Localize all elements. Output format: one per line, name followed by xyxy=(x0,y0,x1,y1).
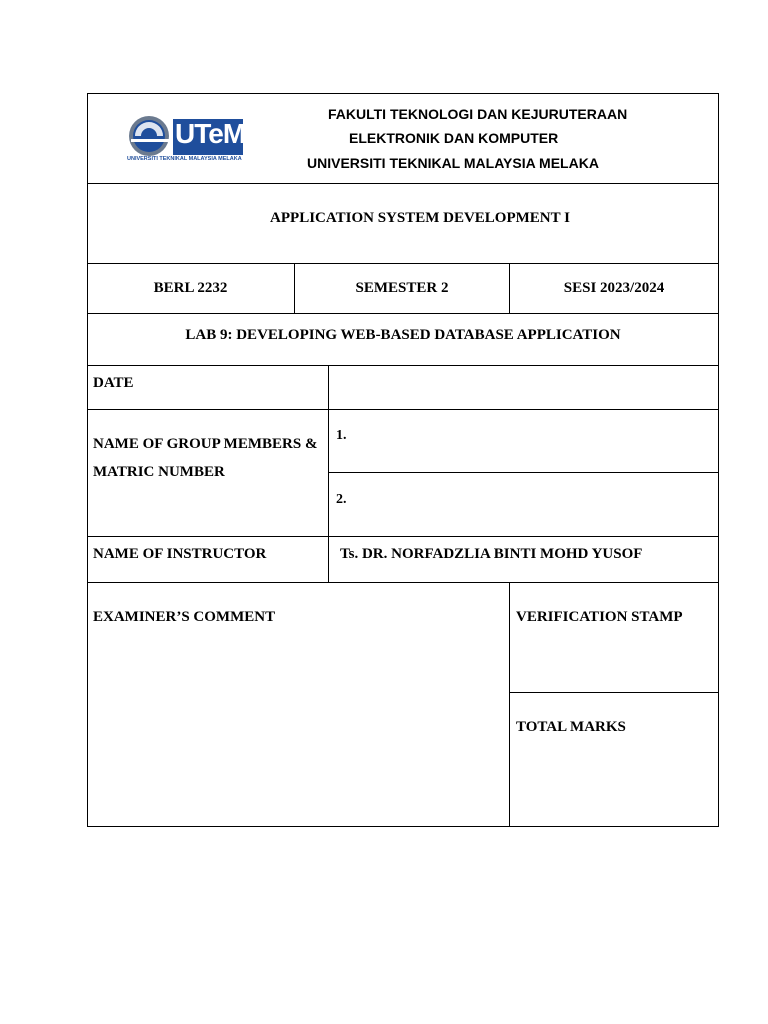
date-field[interactable] xyxy=(330,366,718,409)
instructor-label: NAME OF INSTRUCTOR xyxy=(93,546,267,562)
faculty-line-1: FAKULTI TEKNOLOGI DAN KEJURUTERAAN xyxy=(328,106,628,122)
member-1-field[interactable]: 1. xyxy=(336,428,347,443)
row-divider xyxy=(87,409,719,410)
members-label-line-2: MATRIC NUMBER xyxy=(93,464,225,480)
faculty-line-2: ELEKTRONIK DAN KOMPUTER xyxy=(349,130,559,146)
session: SESI 2023/2024 xyxy=(563,280,665,296)
row-divider xyxy=(87,183,719,184)
row-divider xyxy=(329,472,719,473)
table-left-border xyxy=(87,93,88,827)
row-divider xyxy=(87,263,719,264)
table-right-border xyxy=(718,93,719,827)
row-divider xyxy=(509,692,719,693)
column-divider xyxy=(509,582,510,827)
row-divider xyxy=(87,582,719,583)
date-label: DATE xyxy=(93,375,134,391)
table-top-border xyxy=(87,93,719,94)
logo-caption: UNIVERSITI TEKNIKAL MALAYSIA MELAKA xyxy=(127,156,242,162)
member-2-field[interactable]: 2. xyxy=(336,492,347,507)
utem-logo xyxy=(127,113,247,165)
total-marks-label: TOTAL MARKS xyxy=(516,719,626,735)
lab-title: LAB 9: DEVELOPING WEB-BASED DATABASE APPLICATION xyxy=(185,327,621,343)
semester: SEMESTER 2 xyxy=(355,280,449,296)
column-divider xyxy=(328,365,329,583)
course-code: BERL 2232 xyxy=(153,280,228,296)
row-divider xyxy=(87,536,719,537)
members-label-line-1: NAME OF GROUP MEMBERS & xyxy=(93,436,318,452)
logo-wordmark: UTeM xyxy=(175,118,246,149)
university-name: UNIVERSITI TEKNIKAL MALAYSIA MELAKA xyxy=(307,155,599,171)
table-bottom-border xyxy=(87,826,719,827)
examiner-comment-area[interactable] xyxy=(89,630,507,824)
verification-stamp-label: VERIFICATION STAMP xyxy=(516,609,683,625)
course-title: APPLICATION SYSTEM DEVELOPMENT I xyxy=(270,210,570,226)
row-divider xyxy=(87,313,719,314)
instructor-name: Ts. DR. NORFADZLIA BINTI MOHD YUSOF xyxy=(340,546,643,562)
examiner-comment-label: EXAMINER’S COMMENT xyxy=(93,609,276,625)
